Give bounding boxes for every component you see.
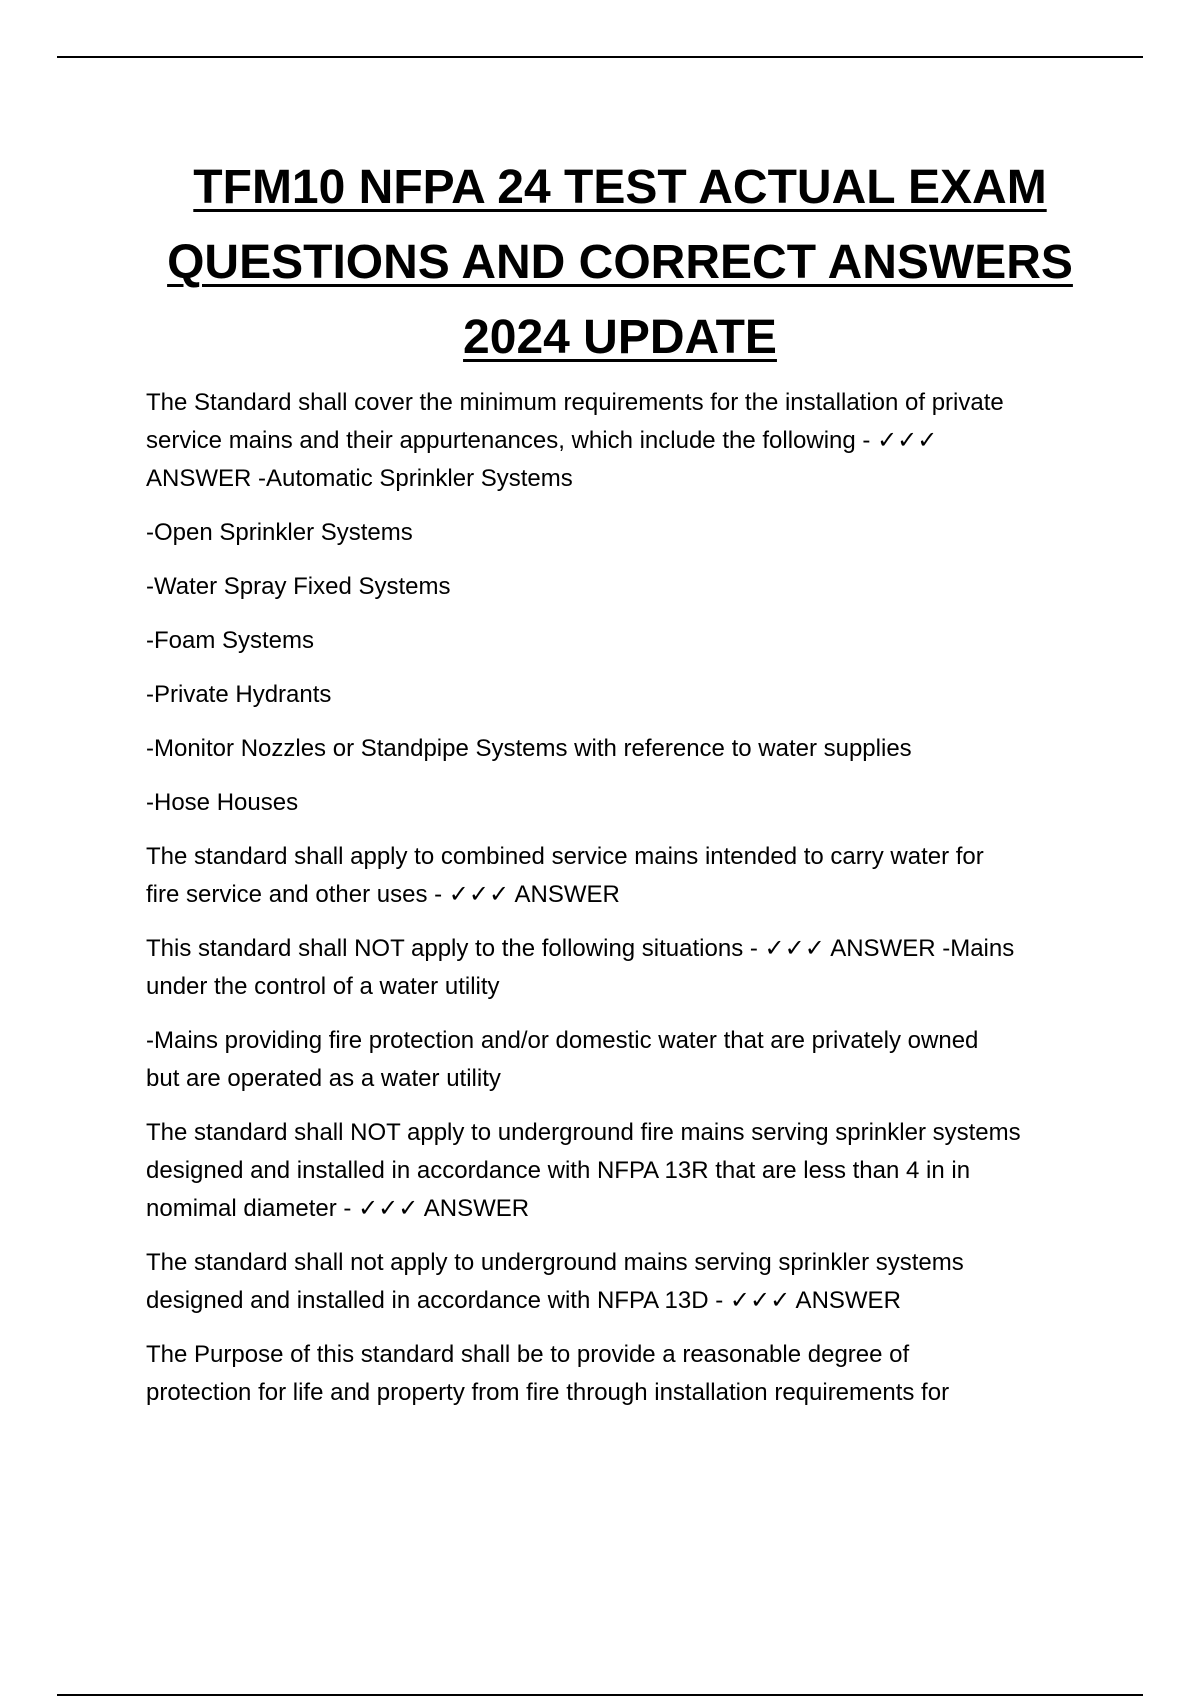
paragraph-line: The standard shall not apply to underground mains serving sprinkler systems <box>146 1249 964 1276</box>
paragraph-line: -Monitor Nozzles or Standpipe Systems with reference to water supplies <box>146 735 912 762</box>
paragraph <box>146 784 1106 822</box>
paragraph-line: but are operated as a water utility <box>146 1065 501 1092</box>
title-line: 2024 UPDATE <box>463 311 777 364</box>
paragraph-line: -Private Hydrants <box>146 681 332 708</box>
top-rule <box>57 56 1143 58</box>
paragraph <box>146 1244 1106 1320</box>
paragraph <box>146 1022 1106 1098</box>
title-line: TFM10 NFPA 24 TEST ACTUAL EXAM <box>193 161 1047 214</box>
paragraph-line: -Open Sprinkler Systems <box>146 519 413 546</box>
paragraph-line: The Standard shall cover the minimum requirements for the installation of private <box>146 389 1004 416</box>
paragraph-line: designed and installed in accordance with NFPA 13R that are less than 4 in in <box>146 1157 971 1184</box>
paragraph-line: fire service and other uses - ✓✓✓ ANSWER <box>146 881 620 908</box>
paragraph <box>146 1336 1106 1412</box>
document-body <box>146 384 1106 1428</box>
document-title <box>100 150 1140 375</box>
bottom-rule <box>57 1694 1143 1696</box>
paragraph-line: designed and installed in accordance with NFPA 13D - ✓✓✓ ANSWER <box>146 1287 901 1314</box>
paragraph <box>146 930 1106 1006</box>
paragraph <box>146 622 1106 660</box>
paragraph <box>146 838 1106 914</box>
paragraph-line: under the control of a water utility <box>146 973 500 1000</box>
paragraph <box>146 384 1106 498</box>
paragraph-line: -Water Spray Fixed Systems <box>146 573 451 600</box>
paragraph-line: The standard shall NOT apply to underground fire mains serving sprinkler systems <box>146 1119 1021 1146</box>
paragraph-line: The Purpose of this standard shall be to provide a reasonable degree of <box>146 1341 910 1368</box>
paragraph-line: -Foam Systems <box>146 627 315 654</box>
paragraph-line: nomimal diameter - ✓✓✓ ANSWER <box>146 1195 530 1222</box>
paragraph-line: This standard shall NOT apply to the following situations - ✓✓✓ ANSWER -Mains <box>146 935 1015 962</box>
title-line: QUESTIONS AND CORRECT ANSWERS <box>167 236 1073 289</box>
paragraph-line: The standard shall apply to combined service mains intended to carry water for <box>146 843 984 870</box>
paragraph-line: -Hose Houses <box>146 789 299 816</box>
paragraph-line: protection for life and property from fire through installation requirements for <box>146 1379 950 1406</box>
paragraph <box>146 568 1106 606</box>
paragraph-line: service mains and their appurtenances, which include the following - ✓✓✓ <box>146 427 938 454</box>
paragraph <box>146 676 1106 714</box>
paragraph-line: ANSWER -Automatic Sprinkler Systems <box>146 465 573 492</box>
paragraph <box>146 514 1106 552</box>
paragraph <box>146 1114 1106 1228</box>
paragraph <box>146 730 1106 768</box>
paragraph-line: -Mains providing fire protection and/or domestic water that are privately owned <box>146 1027 979 1054</box>
